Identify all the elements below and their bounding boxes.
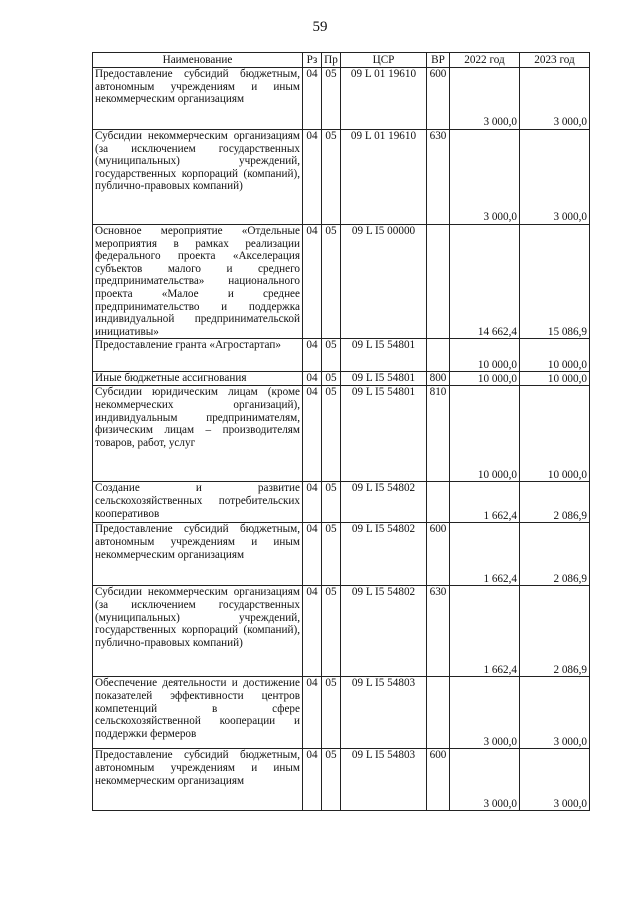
- header-2023: 2023 год: [520, 53, 590, 68]
- row-pr: 05: [322, 339, 341, 372]
- row-name: Иные бюджетные ассигнования: [93, 372, 303, 386]
- row-rz: 04: [303, 339, 322, 372]
- row-vr: 600: [427, 749, 450, 811]
- row-amount-2023: 2 086,9: [520, 482, 590, 523]
- table-row: [93, 523, 590, 586]
- row-csr: 09 L I5 54801: [341, 386, 427, 482]
- row-vr: 810: [427, 386, 450, 482]
- row-name: Субсидии некоммерческим организациям (за исключением государственных (муниципальных) учреждений, государственных корпораций (компаний), публично-правовых компаний): [93, 586, 303, 677]
- row-rz: 04: [303, 677, 322, 749]
- row-amount-2023: 2 086,9: [520, 586, 590, 677]
- row-amount-2022: 10 000,0: [450, 339, 520, 372]
- row-vr: 630: [427, 130, 450, 225]
- row-pr: 05: [322, 372, 341, 386]
- row-csr: 09 L I5 54801: [341, 339, 427, 372]
- row-pr: 05: [322, 586, 341, 677]
- row-vr: [427, 225, 450, 339]
- row-csr: 09 L I5 54803: [341, 677, 427, 749]
- row-rz: 04: [303, 482, 322, 523]
- header-csr: ЦСР: [341, 53, 427, 68]
- row-amount-2022: 3 000,0: [450, 130, 520, 225]
- table-row: [93, 68, 590, 130]
- row-vr: 600: [427, 68, 450, 130]
- header-rz: Рз: [303, 53, 322, 68]
- row-rz: 04: [303, 130, 322, 225]
- row-amount-2022: 3 000,0: [450, 749, 520, 811]
- table-row: [93, 677, 590, 749]
- table-row: [93, 749, 590, 811]
- row-amount-2022: 10 000,0: [450, 386, 520, 482]
- header-vr: ВР: [427, 53, 450, 68]
- row-vr: [427, 677, 450, 749]
- page-number: 59: [312, 19, 328, 35]
- row-amount-2023: 2 086,9: [520, 523, 590, 586]
- row-name: Обеспечение деятельности и достижение показателей эффективности центров компетенций в сфере сельскохозяйственной кооперации и поддержки фермеров: [93, 677, 303, 749]
- table-row: [93, 130, 590, 225]
- row-amount-2023: 3 000,0: [520, 130, 590, 225]
- row-amount-2022: 1 662,4: [450, 523, 520, 586]
- row-amount-2023: 10 000,0: [520, 372, 590, 386]
- header-2022: 2022 год: [450, 53, 520, 68]
- row-pr: 05: [322, 523, 341, 586]
- row-rz: 04: [303, 749, 322, 811]
- row-pr: 05: [322, 225, 341, 339]
- row-pr: 05: [322, 68, 341, 130]
- row-rz: 04: [303, 372, 322, 386]
- table-row: [93, 386, 590, 482]
- table-header-row: [93, 53, 590, 68]
- row-name: Предоставление гранта «Агростартап»: [93, 339, 303, 372]
- row-vr: 800: [427, 372, 450, 386]
- table-body: [93, 68, 590, 811]
- table-row: [93, 372, 590, 386]
- row-rz: 04: [303, 225, 322, 339]
- row-name: Предоставление субсидий бюджетным, автономным учреждениям и иным некоммерческим организациям: [93, 523, 303, 586]
- row-amount-2022: 10 000,0: [450, 372, 520, 386]
- row-csr: 09 L I5 54802: [341, 482, 427, 523]
- row-amount-2022: 1 662,4: [450, 586, 520, 677]
- header-pr: Пр: [322, 53, 341, 68]
- row-name: Субсидии юридическим лицам (кроме некоммерческих организаций), индивидуальным предпринимателям, физическим лицам – производителям товаров, работ, услуг: [93, 386, 303, 482]
- row-name: Создание и развитие сельскохозяйственных потребительских кооперативов: [93, 482, 303, 523]
- row-pr: 05: [322, 130, 341, 225]
- row-amount-2023: 10 000,0: [520, 339, 590, 372]
- row-name: Основное мероприятие «Отдельные мероприятия в рамках реализации федерального проекта «Акселерация субъектов малого и среднего предпринимательства» национального проекта «Малое и среднее предпринимательство и поддержка индивидуальной предпринимательской инициативы»: [93, 225, 303, 339]
- row-vr: [427, 339, 450, 372]
- row-amount-2023: 15 086,9: [520, 225, 590, 339]
- row-amount-2023: 3 000,0: [520, 677, 590, 749]
- table-row: [93, 339, 590, 372]
- table-row: [93, 482, 590, 523]
- row-name: Предоставление субсидий бюджетным, автономным учреждениям и иным некоммерческим организациям: [93, 749, 303, 811]
- row-vr: 630: [427, 586, 450, 677]
- row-csr: 09 L I5 54802: [341, 586, 427, 677]
- row-amount-2022: 3 000,0: [450, 677, 520, 749]
- row-pr: 05: [322, 386, 341, 482]
- row-amount-2023: 3 000,0: [520, 749, 590, 811]
- table-row: [93, 225, 590, 339]
- row-vr: 600: [427, 523, 450, 586]
- row-vr: [427, 482, 450, 523]
- row-name: Предоставление субсидий бюджетным, автономным учреждениям и иным некоммерческим организациям: [93, 68, 303, 130]
- row-amount-2023: 3 000,0: [520, 68, 590, 130]
- row-pr: 05: [322, 482, 341, 523]
- row-rz: 04: [303, 586, 322, 677]
- row-name: Субсидии некоммерческим организациям (за исключением государственных (муниципальных) учреждений, государственных корпораций (компаний), публично-правовых компаний): [93, 130, 303, 225]
- table-row: [93, 586, 590, 677]
- row-csr: 09 L 01 19610: [341, 130, 427, 225]
- row-rz: 04: [303, 523, 322, 586]
- row-csr: 09 L I5 54803: [341, 749, 427, 811]
- row-csr: 09 L I5 54801: [341, 372, 427, 386]
- row-csr: 09 L 01 19610: [341, 68, 427, 130]
- row-csr: 09 L I5 54802: [341, 523, 427, 586]
- row-pr: 05: [322, 677, 341, 749]
- row-amount-2022: 14 662,4: [450, 225, 520, 339]
- budget-table: [92, 52, 590, 811]
- row-pr: 05: [322, 749, 341, 811]
- row-rz: 04: [303, 68, 322, 130]
- row-amount-2022: 1 662,4: [450, 482, 520, 523]
- header-name: Наименование: [93, 53, 303, 68]
- row-rz: 04: [303, 386, 322, 482]
- row-csr: 09 L I5 00000: [341, 225, 427, 339]
- row-amount-2023: 10 000,0: [520, 386, 590, 482]
- row-amount-2022: 3 000,0: [450, 68, 520, 130]
